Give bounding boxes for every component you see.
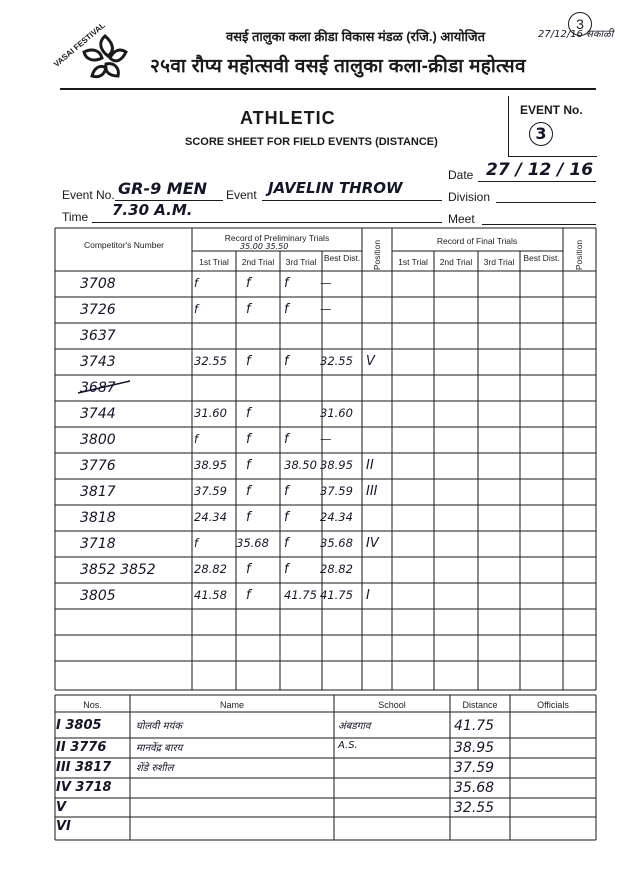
result-rank: VI: [56, 819, 71, 834]
result-rank: V: [56, 800, 67, 815]
trial1: 31.60: [194, 406, 227, 420]
results-distance-header: Distance: [462, 700, 498, 710]
position-header: Position: [372, 239, 382, 271]
result-name: घोलवी मयंक: [136, 721, 183, 732]
final-trial3-header: 3rd Trial: [483, 257, 515, 267]
competitor-number: 3776: [80, 458, 116, 474]
position: I: [366, 588, 370, 603]
division-label: Division: [448, 190, 491, 204]
meet-label: Meet: [448, 212, 475, 226]
competitor-number: 3718: [80, 536, 116, 552]
position: III: [366, 484, 378, 499]
results-name-header: Name: [219, 700, 244, 710]
position: II: [366, 458, 374, 473]
trial2: f: [246, 458, 251, 473]
best-distance: —: [320, 302, 332, 316]
final-header: Record of Final Trials: [436, 236, 518, 246]
best-distance: 38.95: [320, 458, 353, 472]
best-distance: 35.68: [320, 536, 353, 550]
trial1: 38.95: [194, 458, 227, 472]
competitor-number: 3852 3852: [80, 562, 156, 578]
competitor-number: 3726: [80, 302, 116, 318]
result-distance: 35.68: [454, 780, 495, 796]
best-distance: 28.82: [320, 562, 353, 576]
date-label: Date: [448, 168, 474, 182]
trial1: 41.58: [194, 588, 227, 602]
prelim-note: 35.00 35.50: [240, 242, 289, 251]
prelim-header: Record of Preliminary Trials: [224, 233, 330, 243]
competitor-number: 3817: [80, 484, 116, 500]
result-distance: 37.59: [454, 760, 495, 776]
event-label: Event: [226, 188, 257, 202]
trial1: 37.59: [194, 484, 227, 498]
page-number: 3: [568, 12, 592, 36]
event-no-box-value: 3: [529, 122, 553, 146]
trial3: f: [284, 302, 289, 317]
results-nos-header: Nos.: [83, 700, 102, 710]
prelim-trial1-header: 1st Trial: [199, 257, 229, 267]
position: IV: [366, 536, 379, 551]
final-position-header: Position: [574, 239, 584, 271]
result-rank: II 3776: [56, 740, 107, 755]
trial2: f: [246, 406, 251, 421]
competitor-number: 3687: [80, 380, 116, 396]
trial1: 32.55: [194, 354, 227, 368]
trial1: f: [194, 536, 199, 550]
result-distance: 32.55: [454, 800, 495, 816]
competitor-number: 3637: [80, 328, 116, 344]
corner-note: 27/12/16 सकाळी: [538, 29, 614, 40]
date-value: 27 / 12 / 16: [486, 160, 594, 180]
result-rank: I 3805: [56, 718, 102, 733]
trial2: f: [246, 354, 251, 369]
prelim-trial2-header: 2nd Trial: [241, 257, 275, 267]
results-officials-header: Officials: [537, 700, 569, 710]
trial1: 28.82: [194, 562, 227, 576]
prelim-trial3-header: 3rd Trial: [285, 257, 317, 267]
trial2: f: [246, 276, 251, 291]
result-rank: IV 3718: [56, 780, 112, 795]
trial2: f: [246, 484, 251, 499]
best-distance: 32.55: [320, 354, 353, 368]
trial2: f: [246, 432, 251, 447]
competitor-number: 3805: [80, 588, 116, 604]
trial3: f: [284, 432, 289, 447]
trial3: 38.50: [284, 458, 317, 472]
trial3: f: [284, 510, 289, 525]
result-name: मानवेंद्र बारय: [136, 743, 183, 754]
trial3: f: [284, 354, 289, 369]
trial1: f: [194, 302, 199, 316]
result-school: A.S.: [338, 740, 358, 751]
position: V: [366, 354, 375, 369]
result-distance: 41.75: [454, 718, 495, 734]
sheet-title: ATHLETIC: [240, 108, 336, 128]
result-rank: III 3817: [56, 760, 112, 775]
best-distance: —: [320, 276, 332, 290]
competitor-number: 3743: [80, 354, 116, 370]
event-value: JAVELIN THROW: [268, 179, 403, 197]
final-trial2-header: 2nd Trial: [439, 257, 473, 267]
trial3: f: [284, 562, 289, 577]
best-distance: 41.75: [320, 588, 353, 602]
event-no-box-label: EVENT No.: [520, 103, 583, 117]
trial2: 35.68: [236, 536, 269, 550]
final-best-header: Best Dist.: [523, 253, 560, 263]
prelim-best-header: Best Dist.: [323, 253, 361, 263]
competitor-number: 3744: [80, 406, 116, 422]
trial3: f: [284, 536, 289, 551]
best-distance: —: [320, 432, 332, 446]
time-value: 7.30 A.M.: [112, 201, 193, 219]
event-no-value: GR-9 MEN: [118, 179, 208, 198]
best-distance: 31.60: [320, 406, 353, 420]
trial3: f: [284, 484, 289, 499]
best-distance: 37.59: [320, 484, 353, 498]
competitor-number: 3708: [80, 276, 116, 292]
festival-title: २५वा रौप्य महोत्सवी वसई तालुका कला-क्रीडा महोत्सव: [150, 56, 526, 77]
event-no-label: Event No.: [62, 188, 115, 202]
result-name: शेंडे रुशील: [136, 763, 174, 774]
result-school: अंबडगाव: [338, 721, 371, 732]
best-distance: 24.34: [320, 510, 353, 524]
results-school-header: School: [378, 700, 406, 710]
trial2: f: [246, 588, 251, 603]
trial3: 41.75: [284, 588, 317, 602]
trial1: f: [194, 276, 199, 290]
competitor-number: 3800: [80, 432, 116, 448]
result-distance: 38.95: [454, 740, 495, 756]
organizer-line: वसई तालुका कला क्रीडा विकास मंडळ (रजि.) आयोजित: [226, 29, 486, 44]
trial2: f: [246, 510, 251, 525]
trial2: f: [246, 302, 251, 317]
logo-text: VASAI FESTIVAL: [52, 20, 107, 69]
trial3: f: [284, 276, 289, 291]
sheet-subtitle: SCORE SHEET FOR FIELD EVENTS (DISTANCE): [185, 136, 438, 148]
competitor-number: 3818: [80, 510, 116, 526]
trial1: f: [194, 432, 199, 446]
time-label: Time: [62, 210, 89, 224]
competitor-header: Competitor's Number: [83, 240, 165, 250]
trial2: f: [246, 562, 251, 577]
final-trial1-header: 1st Trial: [398, 257, 428, 267]
trial1: 24.34: [194, 510, 227, 524]
